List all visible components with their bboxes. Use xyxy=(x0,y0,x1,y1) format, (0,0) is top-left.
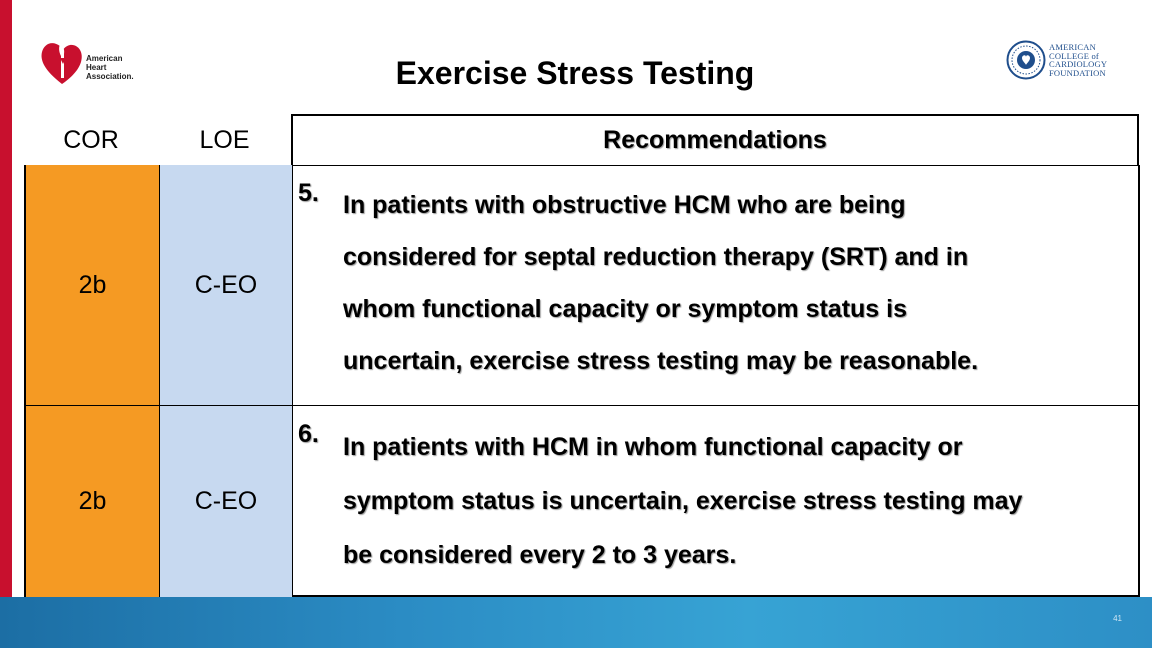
page-number: 41 xyxy=(1113,614,1122,623)
acc-logo-text: AMERICAN COLLEGE of CARDIOLOGY FOUNDATION xyxy=(1049,42,1108,78)
cor-cell-row-1: 2b xyxy=(26,165,160,405)
left-accent-bar xyxy=(0,0,12,648)
column-header-recommendations: Recommendations xyxy=(291,114,1139,166)
loe-cell-row-2: C-EO xyxy=(160,406,293,597)
page-title: Exercise Stress Testing xyxy=(395,55,755,91)
recommendation-line: In patients with HCM in whom functional capacity or xyxy=(343,433,963,461)
recommendation-number: 6. xyxy=(298,420,319,448)
recommendation-line: be considered every 2 to 3 years. xyxy=(343,541,737,569)
recommendation-line: whom functional capacity or symptom status is xyxy=(343,295,908,323)
loe-cell-row-1: C-EO xyxy=(160,165,293,405)
acc-seal-logo xyxy=(1006,40,1046,80)
recommendations-table xyxy=(24,165,1140,597)
recommendation-line: symptom status is uncertain, exercise stress testing may xyxy=(343,487,1023,515)
aha-logo-text: American Heart Association. xyxy=(86,54,134,81)
recommendation-row-2 xyxy=(298,420,1138,582)
recommendation-line: uncertain, exercise stress testing may be reasonable. xyxy=(343,347,979,375)
recommendation-line: In patients with obstructive HCM who are being xyxy=(343,191,906,219)
recommendation-line: considered for septal reduction therapy (SRT) and in xyxy=(343,243,969,271)
column-header-cor: COR xyxy=(63,125,119,154)
cor-cell-row-2: 2b xyxy=(26,406,160,597)
recommendation-number: 5. xyxy=(298,179,319,207)
footer-band xyxy=(0,597,1152,648)
column-header-loe: LOE xyxy=(199,125,250,154)
recommendation-row-1 xyxy=(298,179,1138,387)
